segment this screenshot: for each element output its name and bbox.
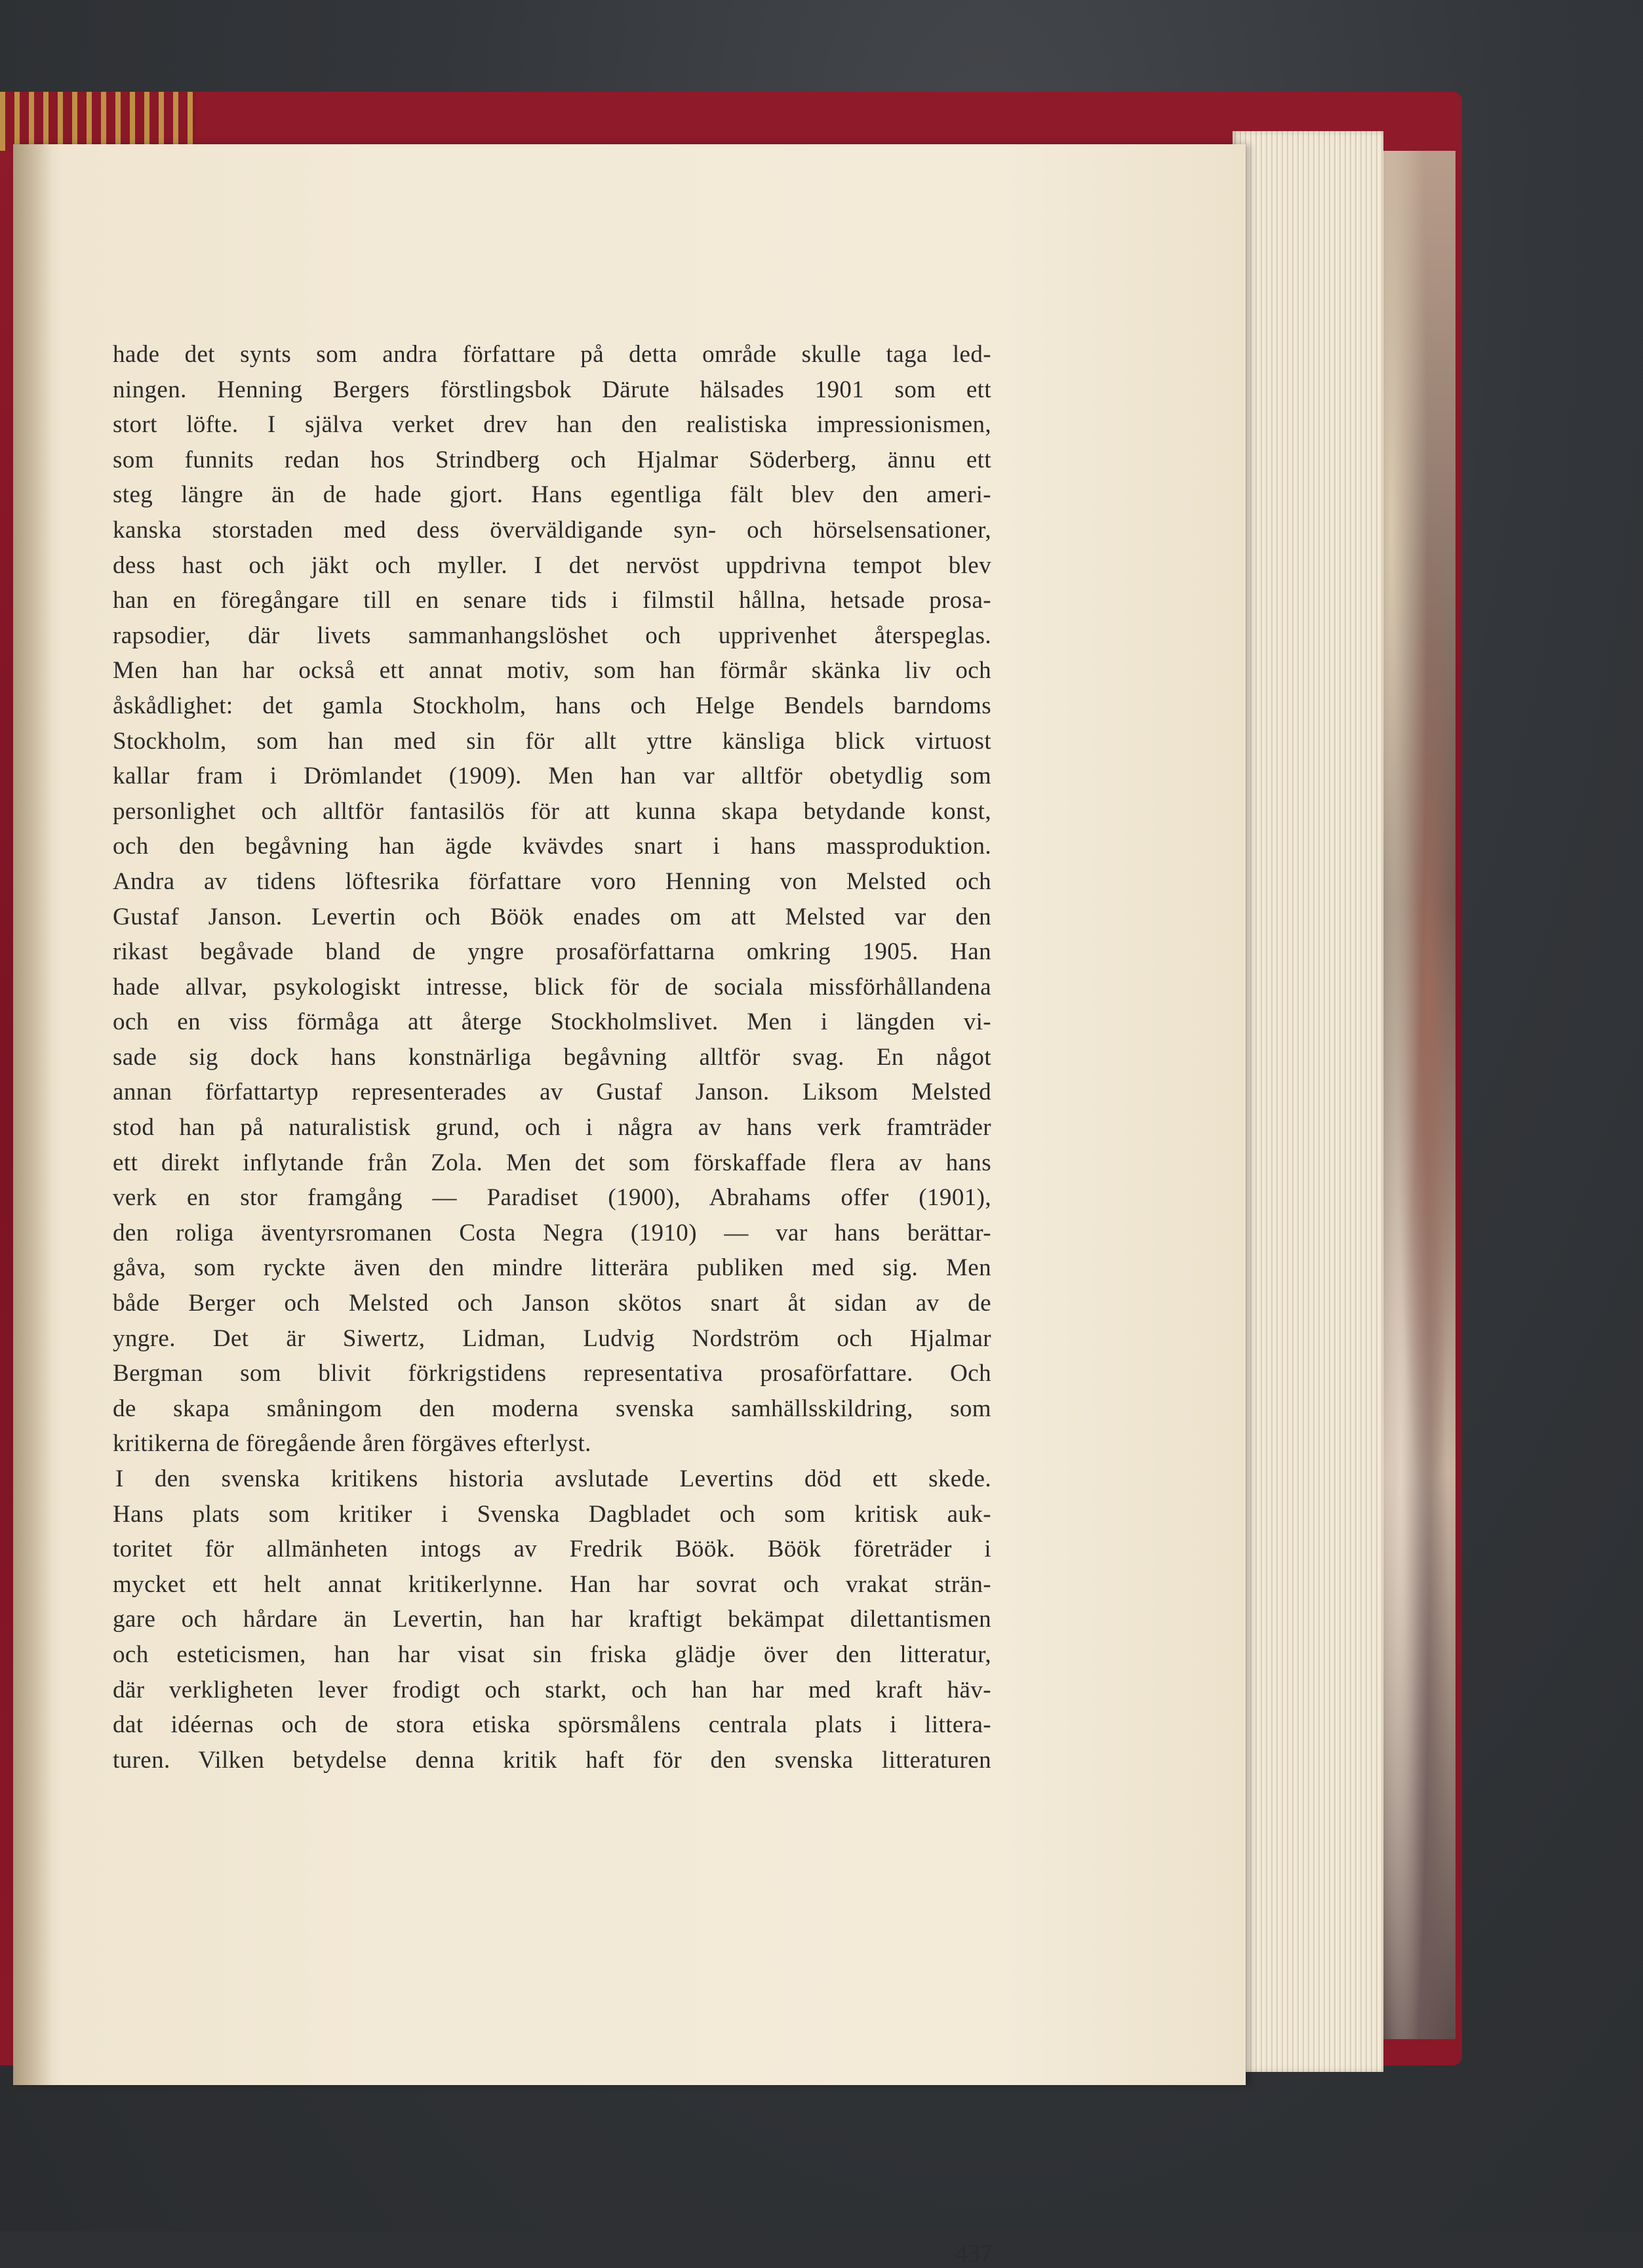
- text-line: Stockholm, som han med sin för allt yttre känsliga blick virtuost: [113, 727, 991, 755]
- text-line: både Berger och Melsted och Janson skötos snart åt sidan av de: [113, 1290, 991, 1317]
- text-line: personlighet och alltför fantasilös för att kunna skapa betydande konst,: [113, 797, 991, 825]
- text-line: där verkligheten lever frodigt och starkt, och han har med kraft häv-: [113, 1676, 991, 1703]
- text-line: åskådlighet: det gamla Stockholm, hans och Helge Bendels barndoms: [113, 692, 991, 719]
- text-line: I den svenska kritikens historia avslutade Levertins död ett skede.: [115, 1465, 991, 1492]
- text-line: dess hast och jäkt och myller. I det nervöst uppdrivna tempot blev: [113, 551, 991, 579]
- text-line: och esteticismen, han har visat sin friska glädje över den litteratur,: [113, 1641, 991, 1668]
- text-line: Andra av tidens löftesrika författare voro Henning von Melsted och: [113, 867, 991, 895]
- text-line: hade det synts som andra författare på detta område skulle taga led-: [113, 341, 991, 368]
- text-line: gare och hårdare än Levertin, han har kraftigt bekämpat dilettantismen: [113, 1606, 991, 1633]
- text-line: mycket ett helt annat kritikerlynne. Han har sovrat och vrakat strän-: [113, 1570, 991, 1598]
- text-line: toritet för allmänheten intogs av Fredrik Böök. Böök företräder i: [113, 1536, 991, 1563]
- text-line: Men han har också ett annat motiv, som han förmår skänka liv och: [113, 657, 991, 685]
- text-line: steg längre än de hade gjort. Hans egentliga fält blev den ameri-: [113, 481, 991, 509]
- text-line: sade sig dock hans konstnärliga begåvning alltför svag. En något: [113, 1043, 991, 1071]
- text-line: stort löfte. I själva verket drev han den realistiska impressionismen,: [113, 411, 991, 439]
- text-line: den roliga äventyrsromanen Costa Negra (1910) — var hans berättar-: [113, 1219, 991, 1246]
- text-line: de skapa småningom den moderna svenska samhällsskildring, som: [113, 1395, 991, 1422]
- text-line: kallar fram i Drömlandet (1909). Men han var alltför obetydlig som: [113, 763, 991, 790]
- text-line: turen. Vilken betydelse denna kritik haft för den svenska litteraturen: [113, 1746, 991, 1774]
- text-line: hade allvar, psykologiskt intresse, blick för de sociala missförhållandena: [113, 973, 991, 1001]
- cover-gilt-band: [0, 92, 197, 151]
- text-line: Bergman som blivit förkrigstidens representativa prosaförfattare. Och: [113, 1360, 991, 1387]
- text-line: kritikerna de föregående åren förgäves efterlyst.: [113, 1430, 591, 1458]
- page-number: 437: [955, 2240, 993, 2267]
- text-line: dat idéernas och de stora etiska spörsmålens centrala plats i littera-: [113, 1711, 991, 1739]
- text-line: som funnits redan hos Strindberg och Hjalmar Söderberg, ännu ett: [113, 446, 991, 473]
- text-line: rapsodier, där livets sammanhangslöshet och upprivenhet återspeglas.: [113, 622, 991, 649]
- text-line: gåva, som ryckte även den mindre litterära publiken med sig. Men: [113, 1254, 991, 1282]
- text-line: och den begåvning han ägde kvävdes snart i hans massproduktion.: [113, 833, 991, 860]
- page-edges: [1233, 131, 1383, 2072]
- text-line: rikast begåvade bland de yngre prosaförfattarna omkring 1905. Han: [113, 938, 991, 966]
- text-line: annan författartyp representerades av Gustaf Janson. Liksom Melsted: [113, 1079, 991, 1106]
- text-line: Gustaf Janson. Levertin och Böök enades om att Melsted var den: [113, 903, 991, 930]
- spine-shadow: [13, 144, 52, 2085]
- text-line: kanska storstaden med dess överväldigande syn- och hörselsensationer,: [113, 516, 991, 544]
- text-line: ningen. Henning Bergers förstlingsbok Därute hälsades 1901 som ett: [113, 376, 991, 403]
- text-line: yngre. Det är Siwertz, Lidman, Ludvig Nordström och Hjalmar: [113, 1324, 991, 1352]
- body-text: [113, 337, 991, 1778]
- text-line: ett direkt inflytande från Zola. Men det som förskaffade flera av hans: [113, 1149, 991, 1176]
- text-line: han en föregångare till en senare tids i filmstil hållna, hetsade prosa-: [113, 587, 991, 614]
- text-line: Hans plats som kritiker i Svenska Dagbladet och som kritisk auk-: [113, 1500, 991, 1528]
- text-line: verk en stor framgång — Paradiset (1900), Abrahams offer (1901),: [113, 1184, 991, 1212]
- text-line: stod han på naturalistisk grund, och i några av hans verk framträder: [113, 1114, 991, 1142]
- text-line: och en viss förmåga att återge Stockholmslivet. Men i längden vi-: [113, 1008, 991, 1036]
